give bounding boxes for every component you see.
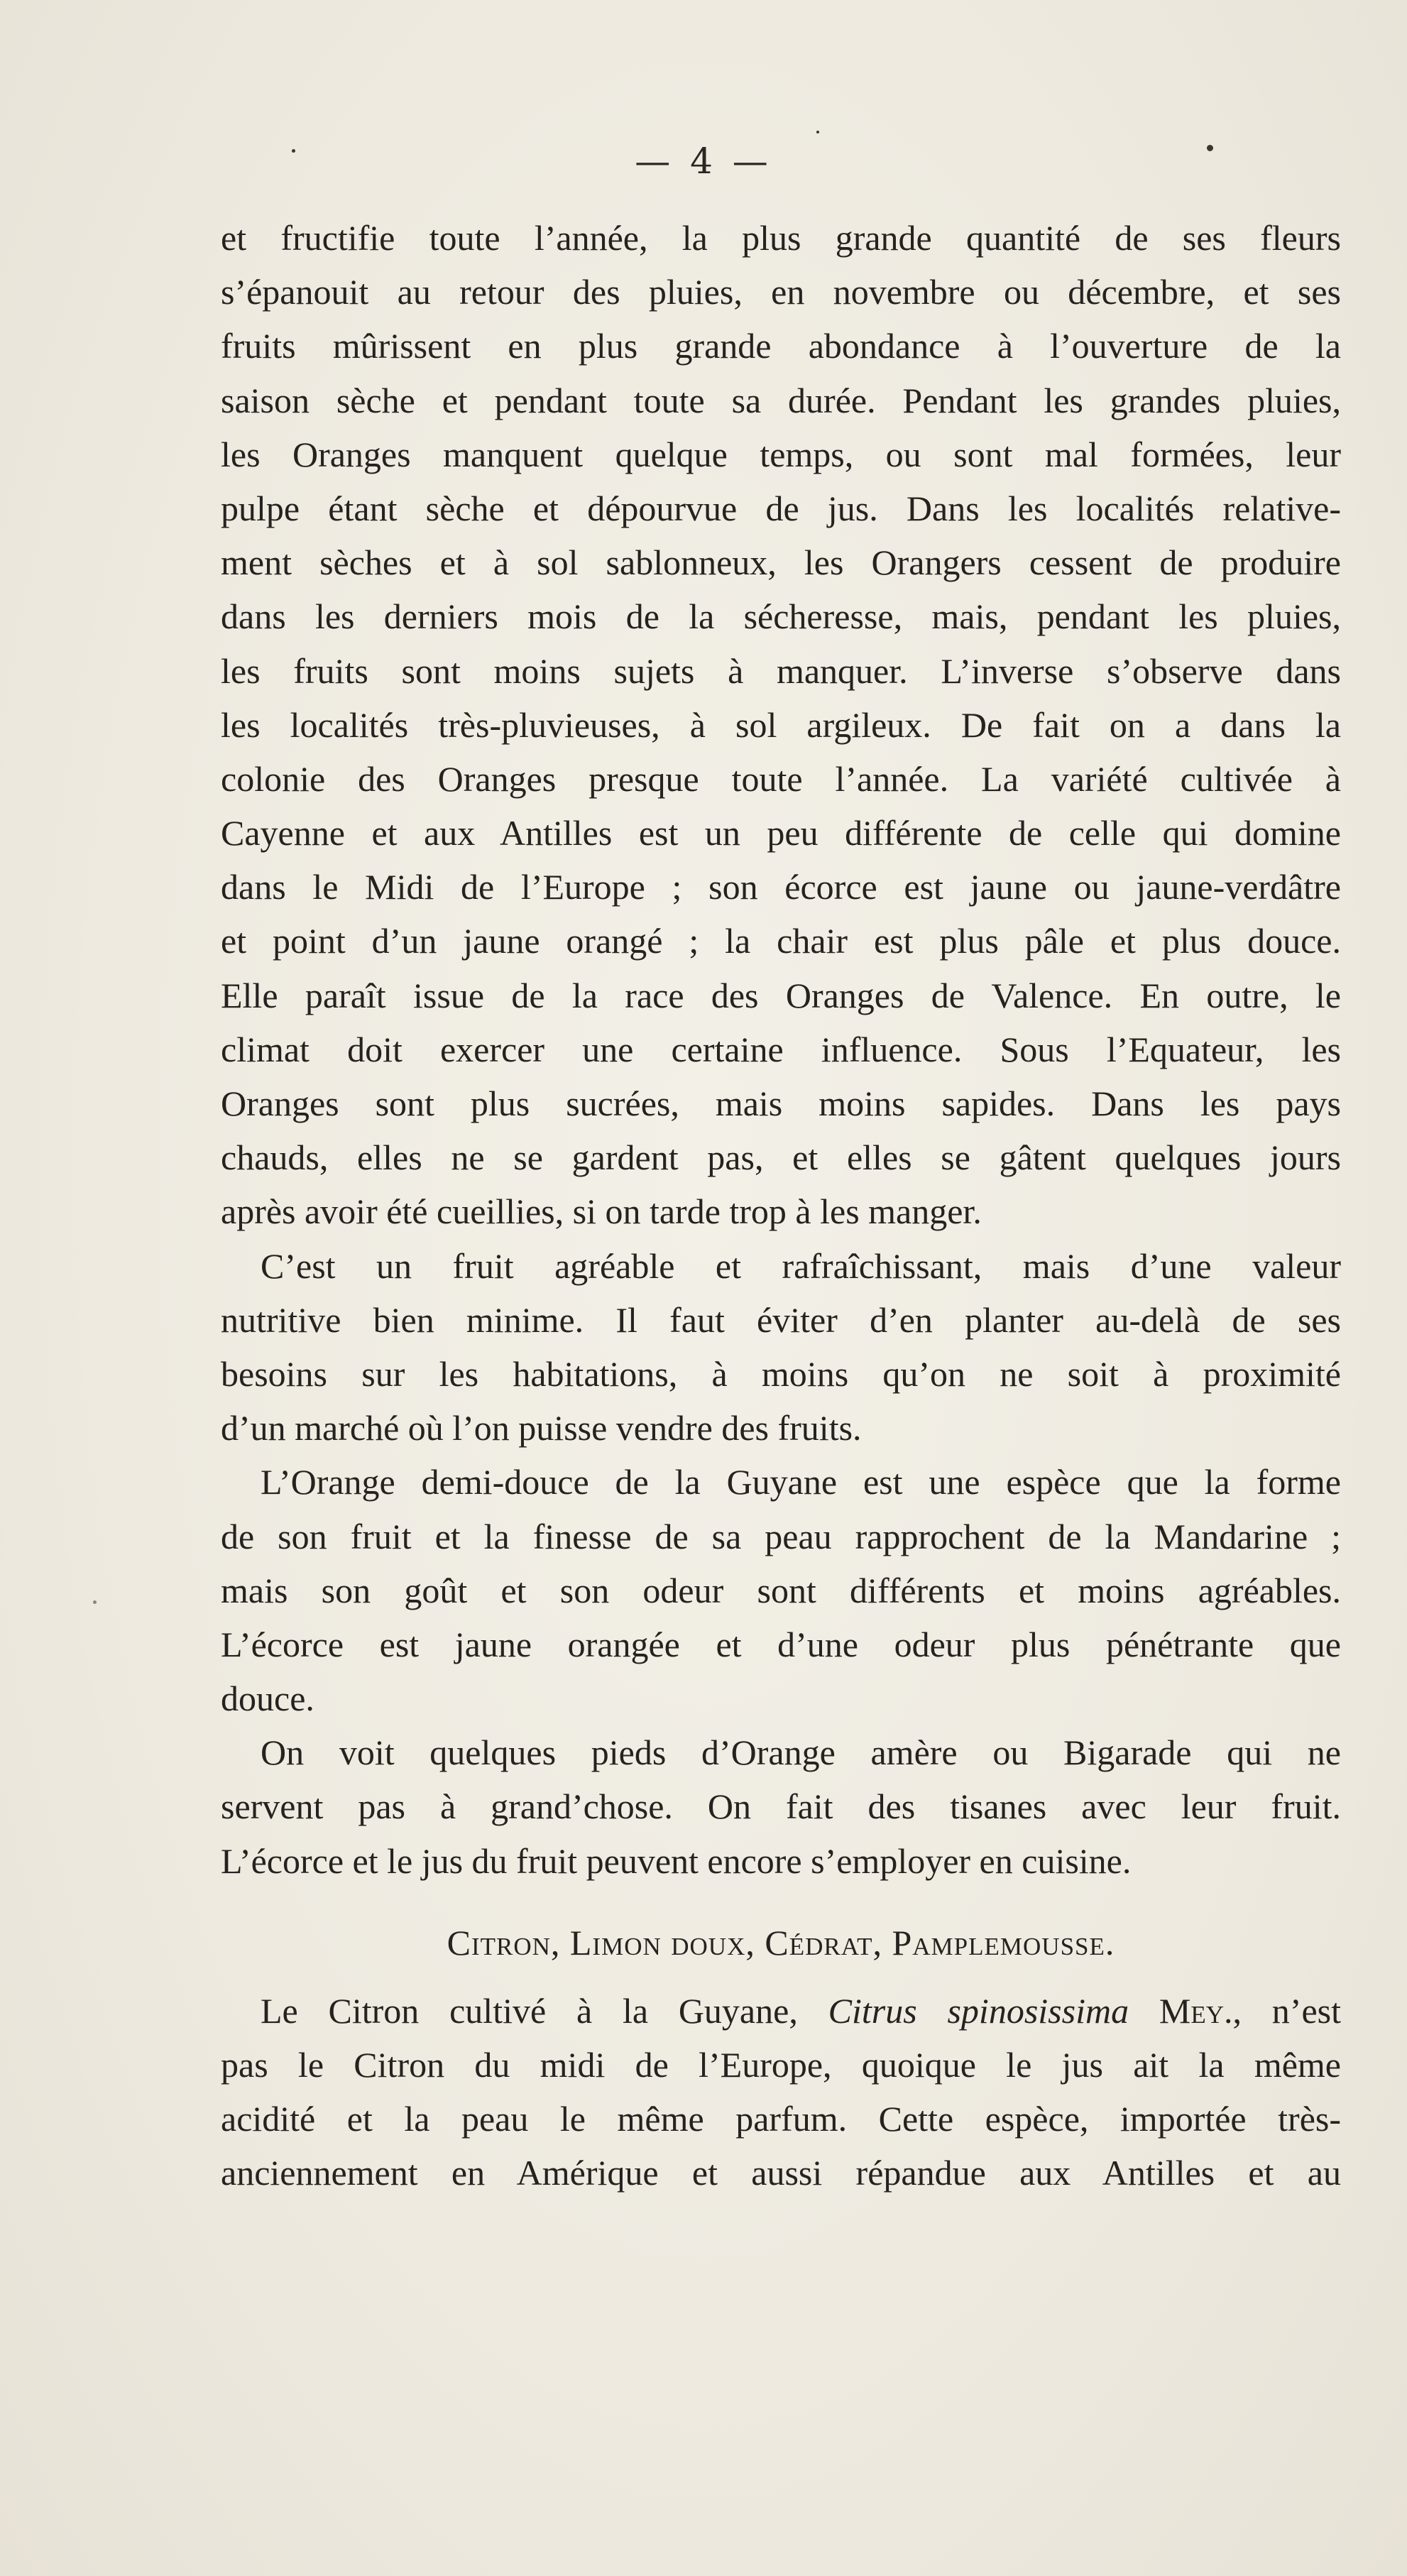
text-run: , n’est (1232, 1990, 1341, 2031)
section-heading: Citron, Limon doux, Cédrat, Pamplemousse. (447, 1922, 1115, 1963)
text-line: Elle paraît issue de la race des Oranges de Valence. En outre, le (221, 975, 1341, 1015)
text-line: anciennement en Amérique et aussi répandue aux Antilles et au (221, 2153, 1341, 2193)
text-line: de son fruit et la finesse de sa peau rapprochent de la Mandarine ; (221, 1516, 1341, 1556)
paragraph-4 (221, 1725, 1341, 1888)
body-text (221, 211, 1341, 2200)
text-line: pulpe étant sèche et dépourvue de jus. Dans les localités relative- (221, 488, 1341, 528)
text-line: L’écorce et le jus du fruit peuvent encore s’employer en cuisine. (221, 1840, 1132, 1881)
ink-speck (93, 1600, 97, 1604)
species-name: Citrus spinosissima (828, 1990, 1129, 2031)
text-line: colonie des Oranges presque toute l’année. La variété cultivée à (221, 758, 1341, 799)
text-line: ment sèches et à sol sablonneux, les Orangers cessent de produire (221, 542, 1341, 583)
text-line: dans le Midi de l’Europe ; son écorce est jaune ou jaune-verdâtre (221, 867, 1341, 907)
text-line: L’Orange demi-douce de la Guyane est une espèce que la forme (261, 1462, 1341, 1502)
text-line: climat doit exercer une certaine influence. Sous l’Equateur, les (221, 1029, 1341, 1069)
text-line: saison sèche et pendant toute sa durée. Pendant les grandes pluies, (221, 380, 1341, 420)
text-line: après avoir été cueillies, si on tarde trop à les manger. (221, 1191, 982, 1232)
text-line: chauds, elles ne se gardent pas, et elles se gâtent quelques jours (221, 1137, 1341, 1178)
paragraph-1 (221, 211, 1341, 1239)
text-line: acidité et la peau le même parfum. Cette espèce, importée très- (221, 2099, 1341, 2139)
text-line: dans les derniers mois de la sécheresse, mais, pendant les pluies, (221, 596, 1341, 637)
ink-speck (816, 131, 819, 133)
text-line: fruits mûrissent en plus grande abondance à l’ouverture de la (221, 326, 1341, 366)
text-line: besoins sur les habitations, à moins qu’on ne soit à proximité (221, 1353, 1341, 1394)
text-line: et fructifie toute l’année, la plus grande quantité de ses fleurs (221, 218, 1341, 258)
text-line: On voit quelques pieds d’Orange amère ou Bigarade qui ne (261, 1732, 1341, 1773)
text-line: nutritive bien minime. Il faut éviter d’en planter au-delà de ses (221, 1299, 1341, 1340)
spacer (221, 1888, 1341, 1902)
text-line: servent pas à grand’chose. On fait des tisanes avec leur fruit. (221, 1786, 1341, 1827)
text-line: les Oranges manquent quelque temps, ou sont mal formées, leur (221, 434, 1341, 474)
text-line: les fruits sont moins sujets à manquer. L’inverse s’observe dans (221, 650, 1341, 691)
text-line: les localités très-pluvieuses, à sol argileux. De fait on a dans la (221, 704, 1341, 745)
text-line: douce. (221, 1679, 314, 1719)
page-number: — 4 — (635, 141, 772, 182)
text-line: mais son goût et son odeur sont différents et moins agréables. (221, 1570, 1341, 1610)
text-line (221, 1984, 1341, 2038)
paragraph-3 (221, 1455, 1341, 1725)
text-line: s’épanouit au retour des pluies, en novembre ou décembre, et ses (221, 272, 1341, 312)
text-line: Cayenne et aux Antilles est un peu différente de celle qui domine (221, 813, 1341, 853)
text-line: Oranges sont plus sucrées, mais moins sapides. Dans les pays (221, 1084, 1341, 1123)
author-abbreviation: Mey. (1159, 1990, 1233, 2031)
paragraph-2 (221, 1239, 1341, 1456)
text-line: et point d’un jaune orangé ; la chair est plus pâle et plus douce. (221, 921, 1341, 961)
paragraph-5 (221, 1984, 1341, 2200)
text-run: Le Citron cultivé à la Guyane, (261, 1990, 798, 2031)
text-line: C’est un fruit agréable et rafraîchissant, mais d’une valeur (261, 1245, 1341, 1286)
text-line: L’écorce est jaune orangée et d’une odeur plus pénétrante que (221, 1624, 1341, 1664)
text-line: pas le Citron du midi de l’Europe, quoique le jus ait la même (221, 2045, 1341, 2085)
text-line: d’un marché où l’on puisse vendre des fruits. (221, 1408, 862, 1448)
